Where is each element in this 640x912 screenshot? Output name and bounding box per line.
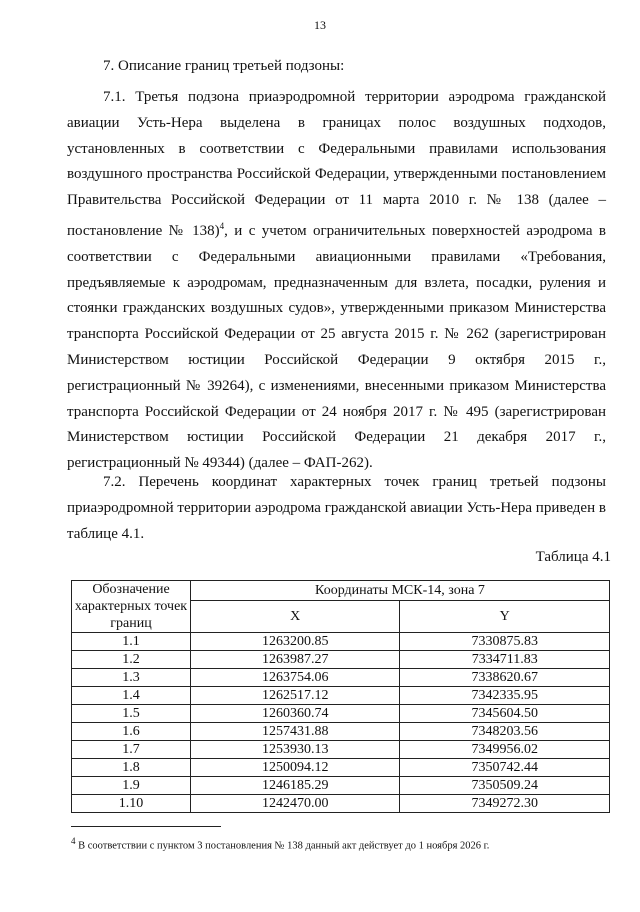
table-row [72, 687, 610, 705]
footnote-divider [71, 826, 221, 827]
cell-x: 1263754.06 [191, 669, 400, 687]
table-row [72, 633, 610, 651]
cell-y: 7350742.44 [400, 759, 610, 777]
header-x: X [191, 600, 400, 632]
paragraph-7-1-text-a: 7.1. Третья подзона приаэродромной территории аэродрома гражданской авиации Усть-Нера выделена в границах полос воздушных подходов, установленных в соответствии с Федеральными правилами использования воздушного пространства Российской Федерации, утвержденными постановлением Правительства Российской Федерации от 11 марта 2010 г. № 138 (далее – постановление № 138) [67, 89, 606, 239]
cell-point: 1.9 [72, 777, 191, 795]
coordinates-table [71, 580, 610, 813]
cell-point: 1.5 [72, 705, 191, 723]
cell-point: 1.4 [72, 687, 191, 705]
table-row [72, 723, 610, 741]
footnote-text: В соответствии с пунктом 3 постановления № 138 данный акт действует до 1 ноября 2026 г. [75, 840, 490, 852]
cell-y: 7334711.83 [400, 651, 610, 669]
cell-point: 1.2 [72, 651, 191, 669]
footnote-ref: 4 [219, 220, 225, 231]
paragraph-7-1-text-b: , и с учетом ограничительных поверхностей аэродрома в соответствии с Федеральными авиационными правилами «Требования, предъявляемые к аэродромам, предназначенным для взлета, посадки, руления и стоянки гражданских воздушных судов», утвержденными приказом Министерства транспорта Российской Федерации от 25 августа 2015 г. № 262 (зарегистрирован Министерством юстиции Российской Федерации 9 октября 2015 г., регистрационный № 39264), с изменениями, внесенными приказом Министерства транспорта Российской Федерации от 24 ноября 2017 г. № 495 (зарегистрирован Министерством юстиции Российской Федерации 21 декабря 2017 г., регистрационный № 49344) (далее – ФАП-262). [67, 222, 606, 472]
table-row [72, 741, 610, 759]
coordinates-table-body [72, 633, 610, 813]
header-y: Y [400, 600, 610, 632]
table-caption: Таблица 4.1 [535, 549, 611, 565]
header-point-designation: Обозначение характерных точек границ [72, 581, 191, 633]
table-row [72, 669, 610, 687]
cell-x: 1260360.74 [191, 705, 400, 723]
section-title: 7. Описание границ третьей подзоны: [103, 58, 345, 74]
footnote-mark: 4 [71, 836, 76, 846]
cell-y: 7330875.83 [400, 633, 610, 651]
table-row [72, 759, 610, 777]
cell-y: 7348203.56 [400, 723, 610, 741]
cell-x: 1263987.27 [191, 651, 400, 669]
cell-y: 7349956.02 [400, 741, 610, 759]
cell-y: 7342335.95 [400, 687, 610, 705]
table-row [72, 777, 610, 795]
cell-point: 1.6 [72, 723, 191, 741]
cell-point: 1.1 [72, 633, 191, 651]
cell-y: 7349272.30 [400, 795, 610, 813]
cell-x: 1250094.12 [191, 759, 400, 777]
header-coordinates-group: Координаты МСК-14, зона 7 [191, 581, 610, 601]
table-row [72, 651, 610, 669]
cell-x: 1253930.13 [191, 741, 400, 759]
footnote [71, 836, 489, 852]
cell-x: 1242470.00 [191, 795, 400, 813]
table-row [72, 705, 610, 723]
cell-x: 1257431.88 [191, 723, 400, 741]
cell-x: 1263200.85 [191, 633, 400, 651]
cell-y: 7350509.24 [400, 777, 610, 795]
cell-x: 1246185.29 [191, 777, 400, 795]
cell-point: 1.3 [72, 669, 191, 687]
cell-y: 7345604.50 [400, 705, 610, 723]
cell-point: 1.8 [72, 759, 191, 777]
cell-x: 1262517.12 [191, 687, 400, 705]
cell-point: 1.10 [72, 795, 191, 813]
paragraph-7-1 [67, 85, 606, 477]
page-number: 13 [314, 18, 326, 32]
cell-point: 1.7 [72, 741, 191, 759]
cell-y: 7338620.67 [400, 669, 610, 687]
paragraph-7-2-text: 7.2. Перечень координат характерных точек границ третьей подзоны приаэродромной территории аэродрома гражданской авиации Усть-Нера приведен в таблице 4.1. [67, 474, 606, 542]
paragraph-7-2 [67, 470, 606, 547]
table-row [72, 795, 610, 813]
